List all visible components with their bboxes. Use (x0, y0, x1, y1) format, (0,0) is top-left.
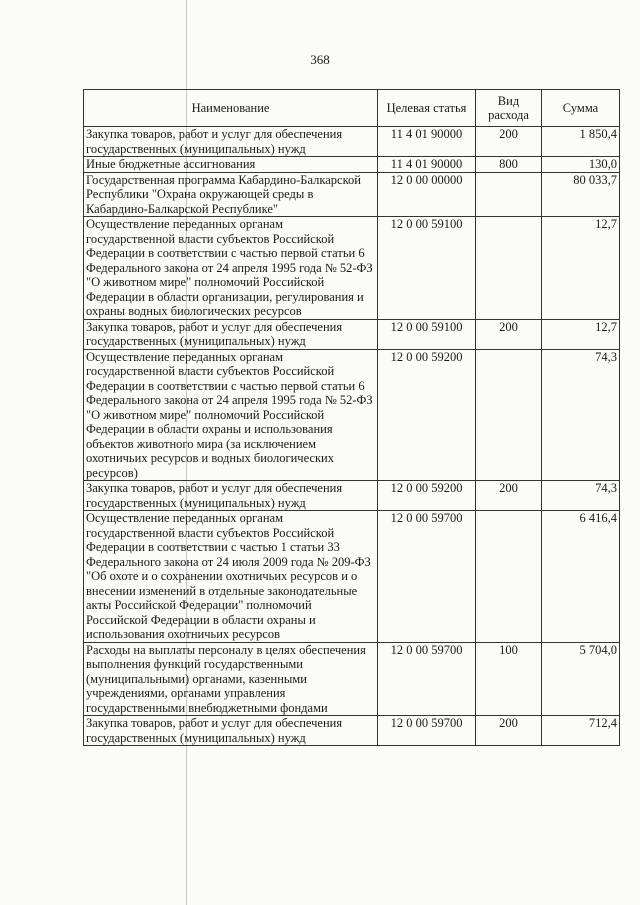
row-sum: 74,3 (542, 481, 620, 511)
table-row (84, 481, 620, 511)
table-row (84, 127, 620, 157)
row-sum: 12,7 (542, 217, 620, 320)
table-row (84, 642, 620, 716)
table-row (84, 172, 620, 217)
row-sum: 74,3 (542, 349, 620, 481)
row-name: Иные бюджетные ассигнования (84, 157, 378, 173)
row-kind (476, 172, 542, 217)
row-kind (476, 511, 542, 643)
row-code: 12 0 00 00000 (378, 172, 476, 217)
budget-table (83, 89, 620, 746)
row-kind: 800 (476, 157, 542, 173)
row-code: 12 0 00 59700 (378, 716, 476, 746)
row-name: Государственная программа Кабардино-Балкарской Республики "Охрана окружающей среды в Кабардино-Балкарской Республике" (84, 172, 378, 217)
row-code: 12 0 00 59100 (378, 319, 476, 349)
row-kind: 200 (476, 127, 542, 157)
row-code: 11 4 01 90000 (378, 127, 476, 157)
row-sum: 12,7 (542, 319, 620, 349)
row-name: Закупка товаров, работ и услуг для обеспечения государственных (муниципальных) нужд (84, 319, 378, 349)
row-code: 12 0 00 59200 (378, 349, 476, 481)
row-name: Закупка товаров, работ и услуг для обеспечения государственных (муниципальных) нужд (84, 716, 378, 746)
row-kind (476, 349, 542, 481)
header-name: Наименование (84, 90, 378, 127)
row-kind: 200 (476, 481, 542, 511)
header-code: Целевая статья (378, 90, 476, 127)
table-row (84, 157, 620, 173)
table-row (84, 716, 620, 746)
table-row (84, 217, 620, 320)
table-row (84, 349, 620, 481)
row-name: Закупка товаров, работ и услуг для обеспечения государственных (муниципальных) нужд (84, 481, 378, 511)
header-sum: Сумма (542, 90, 620, 127)
row-code: 12 0 00 59100 (378, 217, 476, 320)
table-row (84, 319, 620, 349)
row-name: Осуществление переданных органам государственной власти субъектов Российской Федерации в соответствии с частью 1 статьи 33 Федерального закона от 24 июля 2009 года № 209-ФЗ "Об охоте и о сохранении охотничьих ресурсов и о внесении изменений в отдельные законодательные акты Российской Федерации" полномочий Российской Федерации в области охраны и использования охотничьих ресурсов (84, 511, 378, 643)
row-kind: 200 (476, 319, 542, 349)
row-kind: 100 (476, 642, 542, 716)
row-code: 12 0 00 59700 (378, 642, 476, 716)
header-kind: Вид расхода (476, 90, 542, 127)
page-number: 368 (310, 52, 330, 67)
row-sum: 130,0 (542, 157, 620, 173)
row-sum: 80 033,7 (542, 172, 620, 217)
row-sum: 712,4 (542, 716, 620, 746)
row-sum: 1 850,4 (542, 127, 620, 157)
row-sum: 6 416,4 (542, 511, 620, 643)
row-kind (476, 217, 542, 320)
row-code: 12 0 00 59200 (378, 481, 476, 511)
row-name: Расходы на выплаты персоналу в целях обеспечения выполнения функций государственными (муниципальными) органами, казенными учреждениями, органами управления государственными внебюджетными фондами (84, 642, 378, 716)
row-name: Осуществление переданных органам государственной власти субъектов Российской Федерации в соответствии с частью первой статьи 6 Федерального закона от 24 апреля 1995 года № 52-ФЗ "О животном мире" полномочий Российской Федерации в области охраны и использования объектов животного мира (за исключением охотничьих ресурсов и водных биологических ресурсов) (84, 349, 378, 481)
row-sum: 5 704,0 (542, 642, 620, 716)
table-header-row (84, 90, 620, 127)
row-code: 11 4 01 90000 (378, 157, 476, 173)
row-kind: 200 (476, 716, 542, 746)
row-name: Осуществление переданных органам государственной власти субъектов Российской Федерации в соответствии с частью первой статьи 6 Федерального закона от 24 апреля 1995 года № 52-ФЗ "О животном мире" полномочий Российской Федерации в области организации, регулирования и охраны водных биологических ресурсов (84, 217, 378, 320)
row-name: Закупка товаров, работ и услуг для обеспечения государственных (муниципальных) нужд (84, 127, 378, 157)
table-row (84, 511, 620, 643)
row-code: 12 0 00 59700 (378, 511, 476, 643)
